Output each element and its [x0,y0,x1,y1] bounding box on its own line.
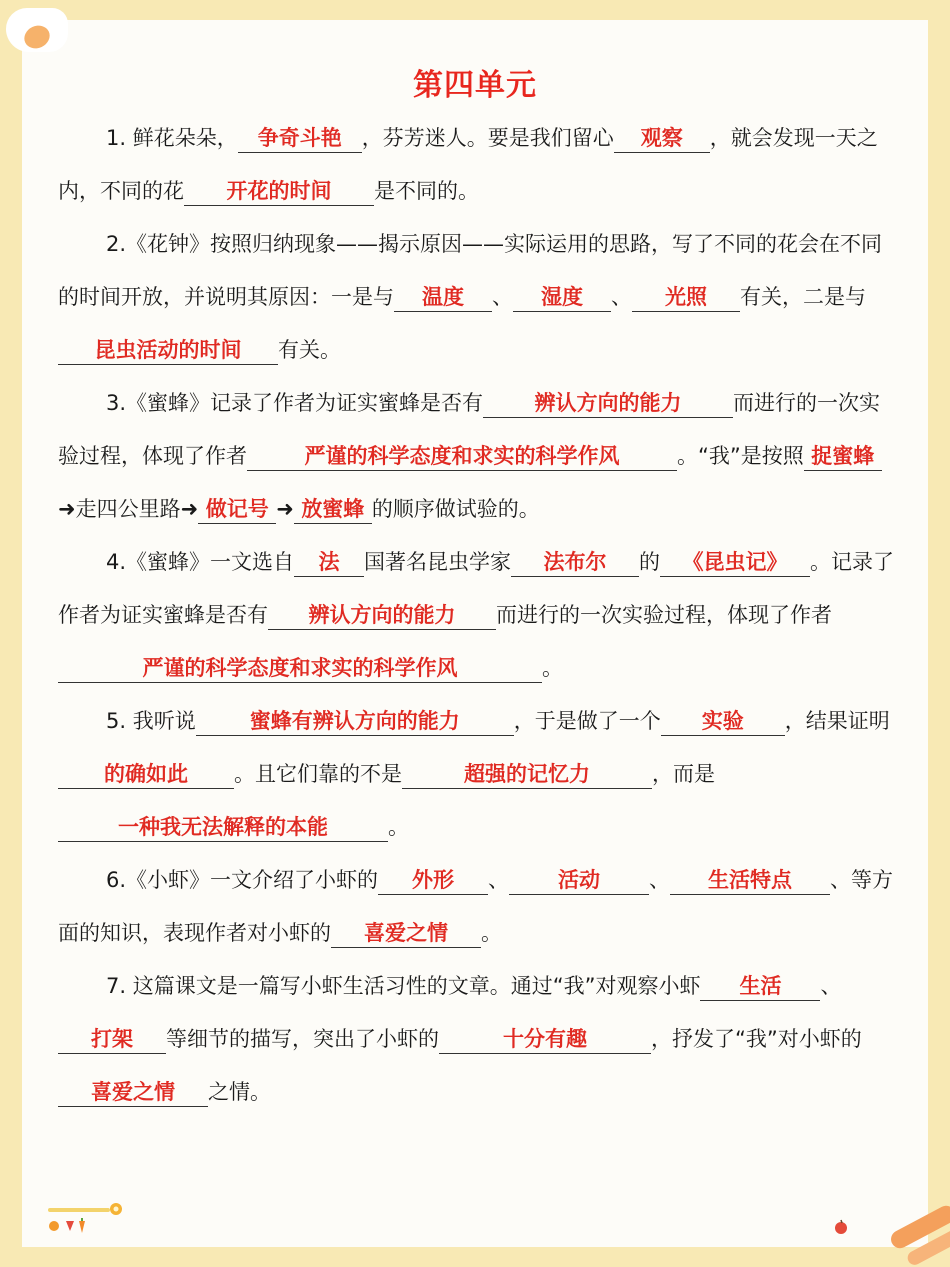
question-text: 、等方面的知识，表现作者对小虾的 [58,868,894,945]
answer-text: 湿度 [541,285,583,309]
answer-blank [238,124,362,153]
answer-text: 辨认方向的能力 [308,603,456,627]
question-text: 之情。 [208,1080,271,1104]
strawberry-icon [66,1221,74,1231]
question-text: 1. 鲜花朵朵， [106,126,238,150]
exercise-content [58,112,898,1119]
answer-blank [661,707,785,736]
exercise-item-6 [58,854,898,960]
answer-blank [184,177,374,206]
answer-blank [632,283,740,312]
question-text: 。 [388,815,409,839]
answer-text: 喜爱之情 [91,1080,175,1104]
answer-text: 《昆虫记》 [682,550,788,574]
answer-blank [660,548,810,577]
answer-text: 放蜜蜂 [301,497,365,521]
answer-blank [804,442,882,471]
answer-blank [58,760,234,789]
answer-blank [198,495,276,524]
question-text: ，结果证明 [784,709,890,733]
answer-blank [196,707,514,736]
answer-blank [58,813,388,842]
question-text: 的顺序做试验的。 [371,497,540,521]
question-text: 、 [611,285,632,309]
answer-blank [511,548,639,577]
answer-blank [331,919,481,948]
answer-blank [402,760,652,789]
answer-blank [513,283,611,312]
answer-text: 观察 [640,126,683,150]
fruit-decoration-icon [46,1200,136,1236]
exercise-item-2 [58,218,898,377]
answer-text: 法 [318,550,340,574]
answer-blank [58,336,278,365]
question-text: 国著名昆虫学家 [364,550,512,574]
question-text: 7. 这篇课文是一篇写小虾生活习性的文章。通过“我”对观察小虾 [106,974,701,998]
question-text: 有关，二是与 [740,285,866,309]
answer-text: 打架 [91,1027,133,1051]
answer-text: 外形 [412,868,455,892]
exercise-item-3 [58,377,898,536]
question-text: 。“我”是按照 [677,444,804,468]
question-text: 。记录了作者为证实蜜蜂是否有 [58,550,895,627]
answer-blank [700,972,820,1001]
answer-text: 严谨的科学态度和求实的科学作风 [142,656,458,680]
question-text: ➜走四公里路➜ [58,497,199,521]
apple-icon [832,1218,850,1236]
question-text: 。且它们靠的不是 [234,762,402,786]
carrot-icon [79,1221,85,1233]
answer-text: 生活 [739,974,782,998]
question-text: 。 [481,921,502,945]
question-text: ，芬芳迷人。要是我们留心 [361,126,614,150]
answer-text: 喜爱之情 [364,921,448,945]
question-text: 等细节的描写，突出了小虾的 [166,1027,439,1051]
question-text: 而进行的一次实验过程，体现了作者 [496,603,832,627]
corner-blob-decoration [6,8,68,52]
answer-blank [394,283,492,312]
question-text: 有关。 [278,338,341,362]
answer-text: 的确如此 [104,762,188,786]
question-text: 、 [492,285,513,309]
answer-blank [58,654,542,683]
question-text: 、 [488,868,510,892]
answer-blank [58,1078,208,1107]
answer-blank [509,866,649,895]
answer-text: 开花的时间 [226,179,332,203]
question-text: 而进行的一次实验过程，体现了作者 [58,391,881,468]
question-text: 4.《蜜蜂》一文选自 [106,550,295,574]
answer-text: 实验 [701,709,744,733]
question-text: ➜ [276,497,294,521]
answer-text: 生活特点 [708,868,793,892]
answer-text: 一种我无法解释的本能 [118,815,328,839]
answer-blank [294,548,364,577]
question-text: ，于是做了一个 [513,709,661,733]
answer-text: 捉蜜蜂 [811,444,875,468]
answer-blank [439,1025,651,1054]
answer-blank [58,1025,166,1054]
exercise-item-4 [58,536,898,695]
answer-text: 昆虫活动的时间 [94,338,242,362]
answer-text: 做记号 [205,497,269,521]
question-text: ，抒发了“我”对小虾的 [651,1027,862,1051]
question-text: 、 [820,974,842,998]
answer-blank [670,866,830,895]
answer-text: 温度 [422,285,464,309]
question-text: 。 [542,656,563,680]
answer-blank [268,601,496,630]
answer-text: 争奇斗艳 [257,126,342,150]
question-text: 6.《小虾》一文介绍了小虾的 [106,868,379,892]
answer-text: 法布尔 [543,550,607,574]
answer-text: 光照 [665,285,707,309]
answer-blank [378,866,488,895]
question-text: ，就会发现一天之内，不同的花 [58,126,878,203]
orange-fruit-icon [49,1221,59,1231]
question-text: 3.《蜜蜂》记录了作者为证实蜜蜂是否有 [106,391,484,415]
exercise-item-5 [58,695,898,854]
answer-text: 超强的记忆力 [464,762,590,786]
page-title: 第四单元 [413,68,537,103]
question-text: 5. 我听说 [106,709,196,733]
answer-blank [483,389,733,418]
question-text: 2.《花钟》按照归纳现象——揭示原因——实际运用的思路，写了不同的花会在不同的时间开放，并说明其原因：一是与 [58,232,883,309]
question-text: 的 [639,550,661,574]
answer-text: 辨认方向的能力 [534,391,682,415]
answer-text: 十分有趣 [503,1027,587,1051]
answer-blank [247,442,677,471]
answer-text: 活动 [558,868,601,892]
question-text: ，而是 [652,762,715,786]
answer-text: 严谨的科学态度和求实的科学作风 [304,444,620,468]
question-text: 、 [649,868,671,892]
question-text: 是不同的。 [374,179,479,203]
exercise-item-7 [58,960,898,1119]
flower-icon [110,1203,122,1215]
orange-dot-icon [21,22,54,53]
exercise-item-1 [58,112,898,218]
answer-text: 蜜蜂有辨认方向的能力 [249,709,460,733]
answer-blank [614,124,710,153]
answer-blank [294,495,372,524]
